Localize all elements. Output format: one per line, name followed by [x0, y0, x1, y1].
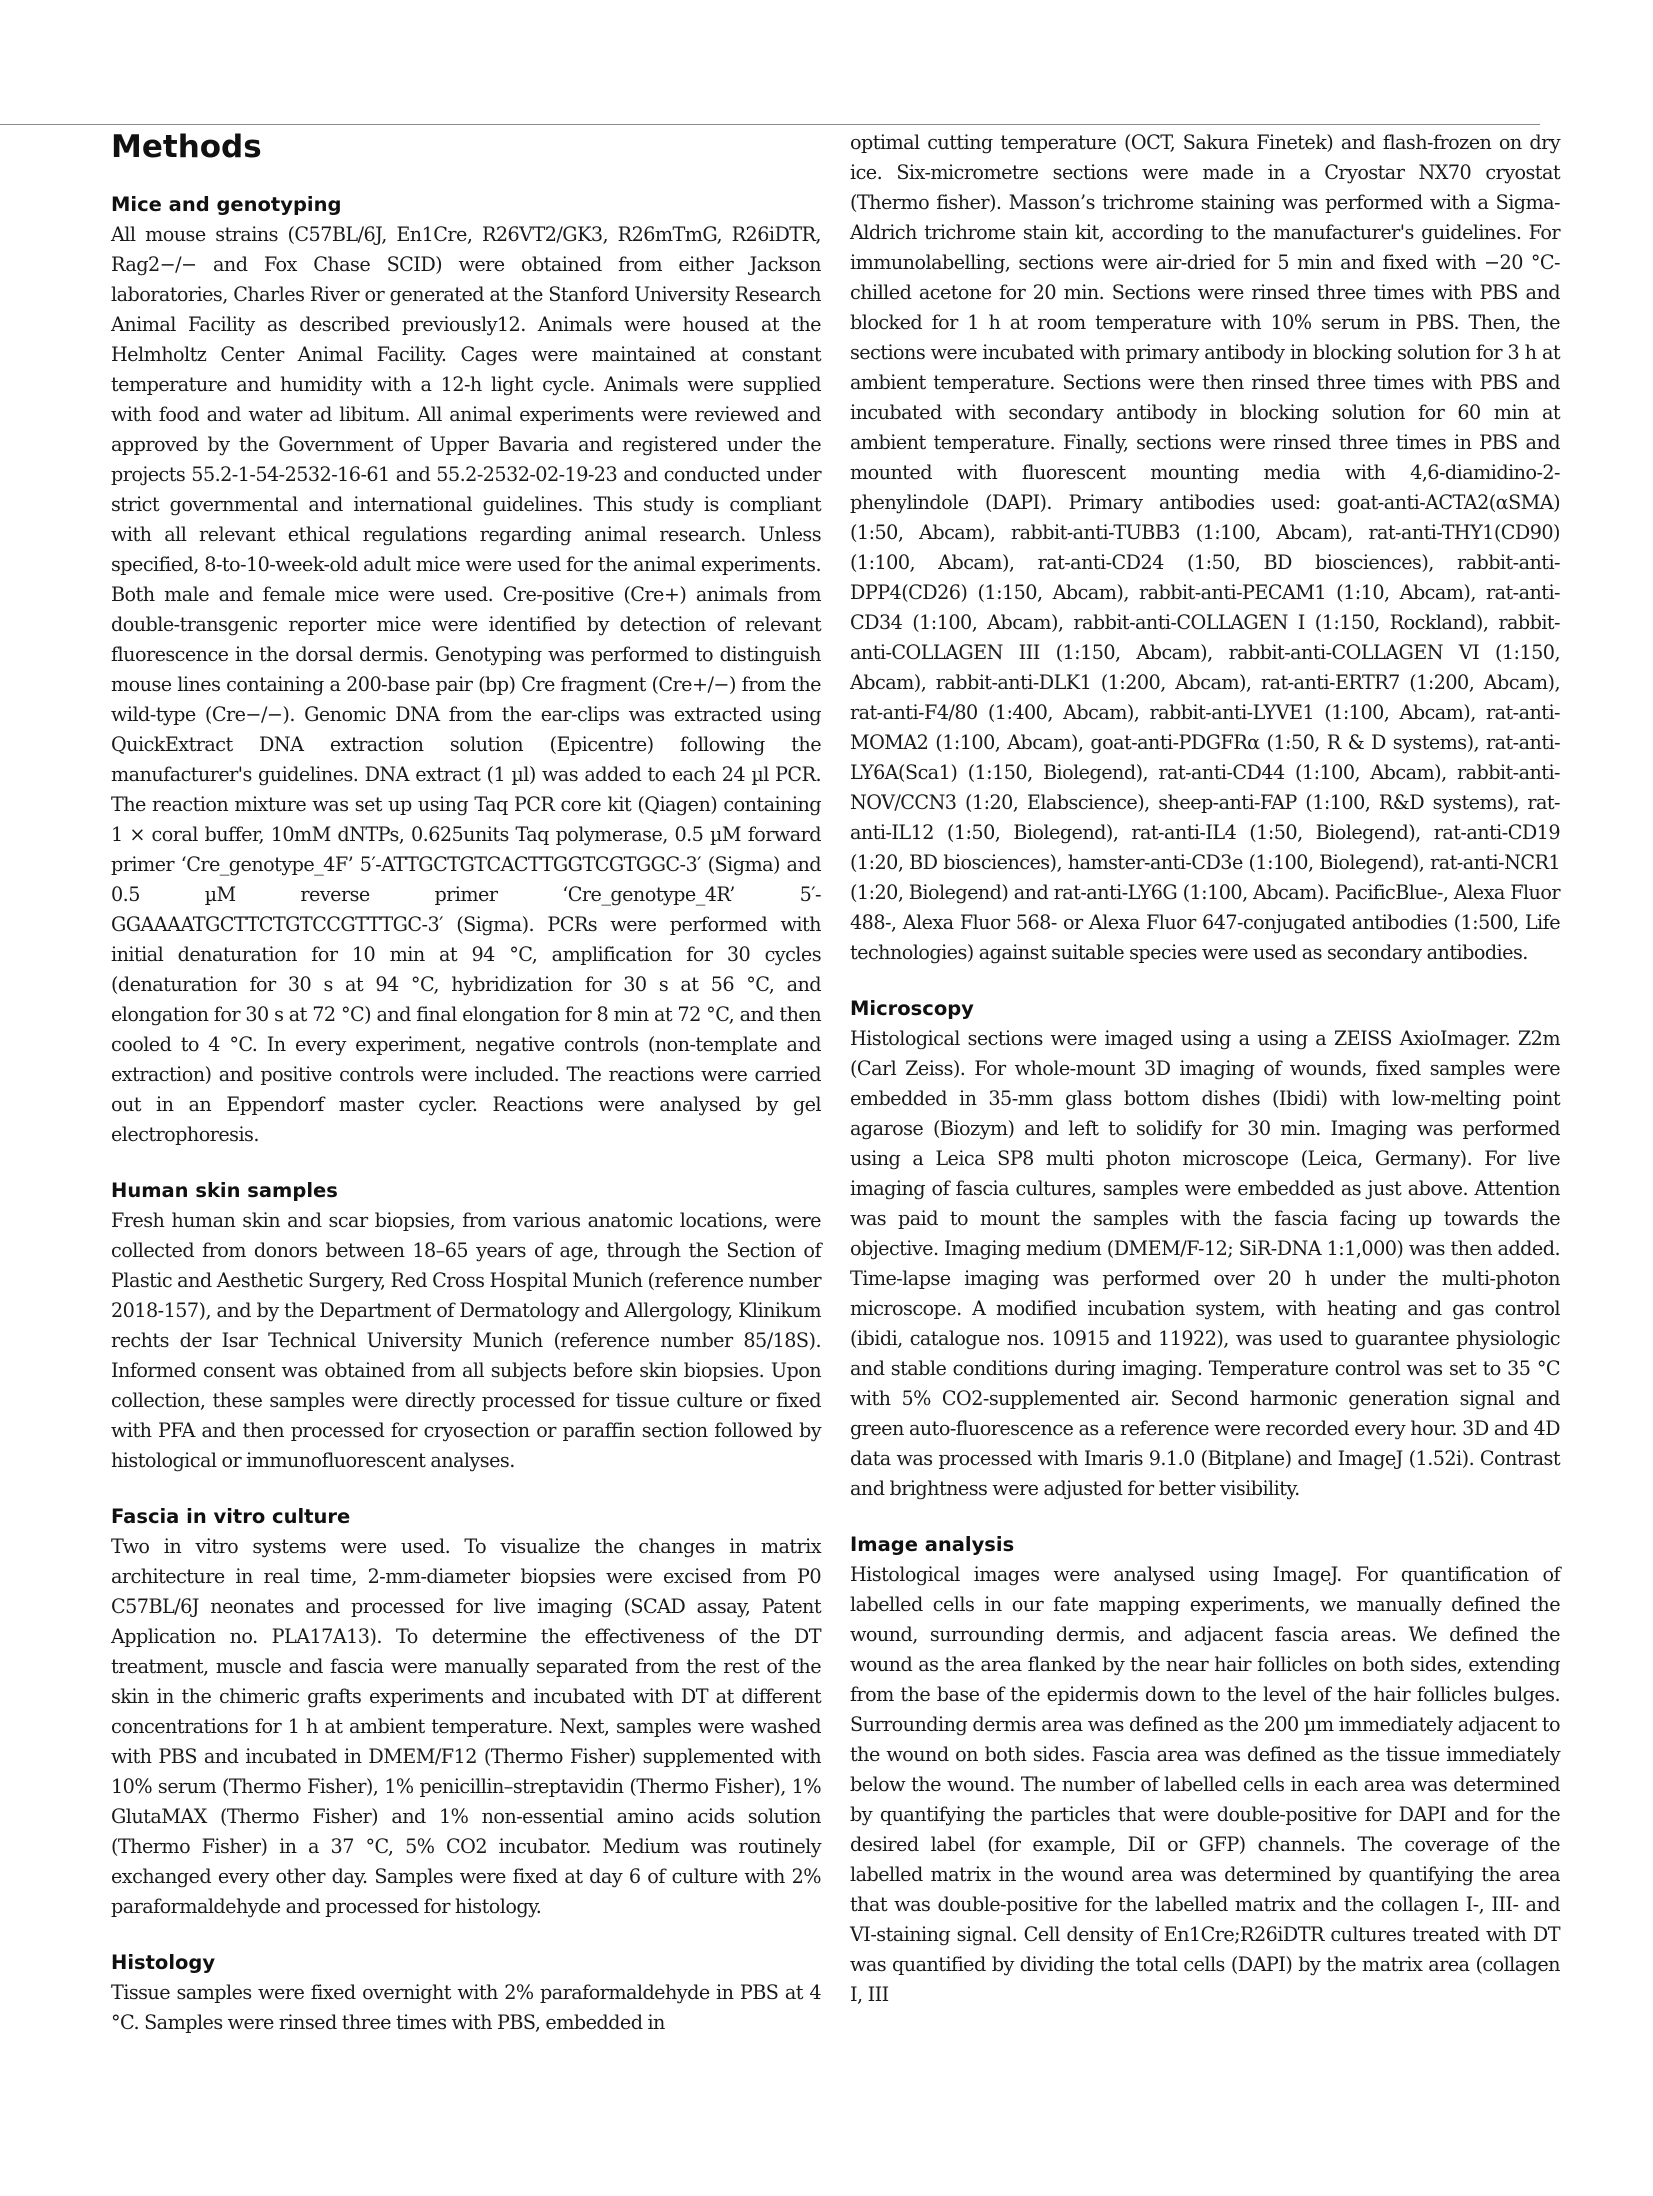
section-title-human-skin: Human skin samples — [111, 1179, 338, 1202]
section-text-histology: Tissue samples were fixed overnight with 2% paraformaldehyde in PBS at 4 °C. Samples were rinsed three times with PBS, embedded in — [111, 1981, 821, 2034]
methods-heading: Methods — [111, 129, 262, 165]
section-title-mice: Mice and genotyping — [111, 193, 342, 216]
section-title-microscopy: Microscopy — [850, 997, 974, 1020]
header-rule — [0, 124, 1540, 125]
section-text-image-analysis: Histological images were analysed using ImageJ. For quantification of labelled cells in our fate mapping experiments, we manually defined the wound, surrounding dermis, and adjacent fascia areas. We defined the wound as the area flanked by the near hair follicles on both sides, extending from the base of the epidermis down to the level of the hair follicles bulges. Surrounding dermis area was defined as the 200 µm immediately adjacent to the wound on both sides. Fascia area was defined as the tissue immediately below the wound. The number of labelled cells in each area was determined by quantifying the particles that were double-positive for DAPI and for the desired label (for example, DiI or GFP) channels. The coverage of the labelled matrix in the wound area was determined by quantifying the area that was double-positive for the labelled matrix and the collagen I-, III- and VI-staining signal. Cell density of En1Cre;R26iDTR cultures treated with DT was quantified by dividing the total cells (DAPI) by the matrix area (collagen I, III — [850, 1563, 1560, 2006]
section-text-microscopy: Histological sections were imaged using a using a ZEISS AxioImager. Z2m (Carl Zeiss). For whole-mount 3D imaging of wounds, fixed samples were embedded in 35-mm glass bottom dishes (Ibidi) with low-melting point agarose (Biozym) and left to solidify for 30 min. Imaging was performed using a Leica SP8 multi photon microscope (Leica, Germany). For live imaging of fascia cultures, samples were embedded as just above. Attention was paid to mount the samples with the fascia facing up towards the objective. Imaging medium (DMEM/F-12; SiR-DNA 1:1,000) was then added. Time-lapse imaging was performed over 20 h under the multi-photon microscope. A modified incubation system, with heating and gas control (ibidi, catalogue nos. 10915 and 11922), was used to guarantee physiologic and stable conditions during imaging. Temperature control was set to 35 °C with 5% CO2-supplemented air. Second harmonic generation signal and green auto-fluorescence as a reference were recorded every hour. 3D and 4D data was processed with Imaris 9.1.0 (Bitplane) and ImageJ (1.52i). Contrast and brightness were adjusted for better visibility. — [850, 1027, 1560, 1500]
section-text-histology-continued: optimal cutting temperature (OCT, Sakura Finetek) and flash-frozen on dry ice. Six-micrometre sections were made in a Cryostar NX70 cryostat (Thermo fisher). Masson’s trichrome staining was performed with a Sigma-Aldrich trichrome stain kit, according to the manufacturer's guidelines. For immunolabelling, sections were air-dried for 5 min and fixed with −20 °C-chilled acetone for 20 min. Sections were rinsed three times with PBS and blocked for 1 h at room temperature with 10% serum in PBS. Then, the sections were incubated with primary antibody in blocking solution for 3 h at ambient temperature. Sections were then rinsed three times with PBS and incubated with secondary antibody in blocking solution for 60 min at ambient temperature. Finally, sections were rinsed three times in PBS and mounted with fluorescent mounting media with 4,6-diamidino-2-phenylindole (DAPI). Primary antibodies used: goat-anti-ACTA2(αSMA) (1:50, Abcam), rabbit-anti-TUBB3 (1:100, Abcam), rat-anti-THY1(CD90) (1:100, Abcam), rat-anti-CD24 (1:50, BD biosciences), rabbit-anti-DPP4(CD26) (1:150, Abcam), rabbit-anti-PECAM1 (1:10, Abcam), rat-anti-CD34 (1:100, Abcam), rabbit-anti-COLLAGEN I (1:150, Rockland), rabbit-anti-COLLAGEN III (1:150, Abcam), rabbit-anti-COLLAGEN VI (1:150, Abcam), rabbit-anti-DLK1 (1:200, Abcam), rat-anti-ERTR7 (1:200, Abcam), rat-anti-F4/80 (1:400, Abcam), rabbit-anti-LYVE1 (1:100, Abcam), rat-anti-MOMA2 (1:100, Abcam), goat-anti-PDGFRα (1:50, R & D systems), rat-anti-LY6A(Sca1) (1:150, Biolegend), rat-anti-CD44 (1:100, Abcam), rabbit-anti-NOV/CCN3 (1:20, Elabscience), sheep-anti-FAP (1:100, R&D systems), rat-anti-IL12 (1:50, Biolegend), rat-anti-IL4 (1:50, Biolegend), rat-anti-CD19 (1:20, BD biosciences), hamster-anti-CD3e (1:100, Biolegend), rat-anti-NCR1 (1:20, Biolegend) and rat-anti-LY6G (1:100, Abcam). PacificBlue-, Alexa Fluor 488-, Alexa Fluor 568- or Alexa Fluor 647-conjugated antibodies (1:500, Life technologies) against suitable species were used as secondary antibodies. — [850, 131, 1560, 964]
right-column — [850, 128, 1560, 2036]
section-text-human-skin: Fresh human skin and scar biopsies, from various anatomic locations, were collected from donors between 18–65 years of age, through the Section of Plastic and Aesthetic Surgery, Red Cross Hospital Munich (reference number 2018-157), and by the Department of Dermatology and Allergology, Klinikum rechts der Isar Technical University Munich (reference number 85/18S). Informed consent was obtained from all subjects before skin biopsies. Upon collection, these samples were directly processed for tissue culture or fixed with PFA and then processed for cryosection or paraffin section followed by histological or immunofluorescent analyses. — [111, 1209, 821, 1472]
section-title-histology: Histology — [111, 1951, 216, 1974]
section-text-fascia: Two in vitro systems were used. To visualize the changes in matrix architecture in real time, 2-mm-diameter biopsies were excised from P0 C57BL/6J neonates and processed for live imaging (SCAD assay, Patent Application no. PLA17A13). To determine the effectiveness of the DT treatment, muscle and fascia were manually separated from the rest of the skin in the chimeric grafts experiments and incubated with DT at different concentrations for 1 h at ambient temperature. Next, samples were washed with PBS and incubated in DMEM/F12 (Thermo Fisher) supplemented with 10% serum (Thermo Fisher), 1% penicillin–streptavidin (Thermo Fisher), 1% GlutaMAX (Thermo Fisher) and 1% non-essential amino acids solution (Thermo Fisher) in a 37 °C, 5% CO2 incubator. Medium was routinely exchanged every other day. Samples were fixed at day 6 of culture with 2% paraformaldehyde and processed for histology. — [111, 1535, 821, 1918]
section-title-fascia: Fascia in vitro culture — [111, 1505, 351, 1528]
section-title-image-analysis: Image analysis — [850, 1533, 1015, 1556]
left-column — [111, 128, 821, 2064]
section-text-mice: All mouse strains (C57BL/6J, En1Cre, R26VT2/GK3, R26mTmG, R26iDTR, Rag2−/− and Fox Chase SCID) were obtained from either Jackson laboratories, Charles River or generated at the Stanford University Research Animal Facility as described previously12. Animals were housed at the Helmholtz Center Animal Facility. Cages were maintained at constant temperature and humidity with a 12-h light cycle. Animals were supplied with food and water ad libitum. All animal experiments were reviewed and approved by the Government of Upper Bavaria and registered under the projects 55.2-1-54-2532-16-61 and 55.2-2532-02-19-23 and conducted under strict governmental and international guidelines. This study is compliant with all relevant ethical regulations regarding animal research. Unless specified, 8-to-10-week-old adult mice were used for the animal experiments. Both male and female mice were used. Cre-positive (Cre+) animals from double-transgenic reporter mice were identified by detection of relevant fluorescence in the dorsal dermis. Genotyping was performed to distinguish mouse lines containing a 200-base pair (bp) Cre fragment (Cre+/−) from the wild-type (Cre−/−). Genomic DNA from the ear-clips was extracted using QuickExtract DNA extraction solution (Epicentre) following the manufacturer's guidelines. DNA extract (1 µl) was added to each 24 µl PCR. The reaction mixture was set up using Taq PCR core kit (Qiagen) containing 1 × coral buffer, 10mM dNTPs, 0.625units Taq polymerase, 0.5 µM forward primer ‘Cre_genotype_4F’ 5′-ATTGCTGTCACTTGGTCGTGGC-3′ (Sigma) and 0.5 µM reverse primer ‘Cre_genotype_4R’ 5′-GGAAAATGCTTCTGTCCGTTTGC-3′ (Sigma). PCRs were performed with initial denaturation for 10 min at 94 °C, amplification for 30 cycles (denaturation for 30 s at 94 °C, hybridization for 30 s at 56 °C, and elongation for 30 s at 72 °C) and final elongation for 8 min at 72 °C, and then cooled to 4 °C. In every experiment, negative controls (non-template and extraction) and positive controls were included. The reactions were carried out in an Eppendorf master cycler. Reactions were analysed by gel electrophoresis. — [111, 223, 821, 1146]
